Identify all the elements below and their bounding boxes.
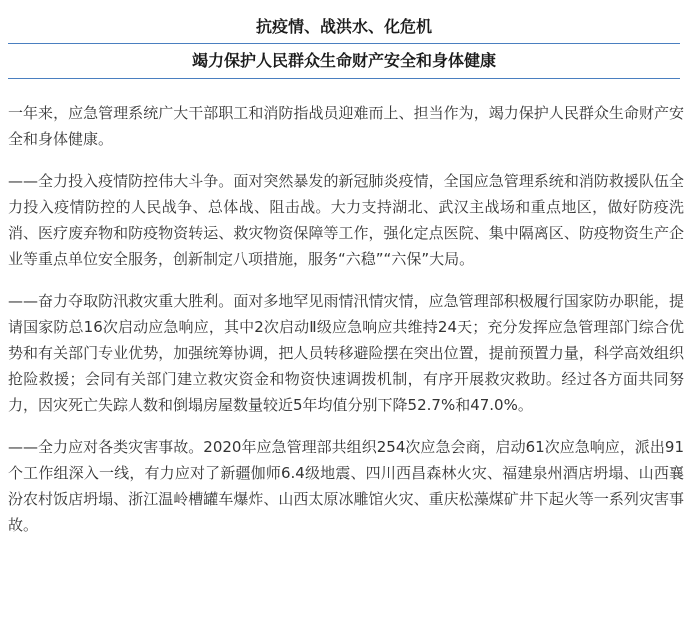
title-divider-top [8, 43, 680, 44]
paragraph-intro: 一年来，应急管理系统广大干部职工和消防指战员迎难而上、担当作为，竭力保护人民群众生命财产安全和身体健康。 [8, 104, 684, 148]
paragraph-flood: ——奋力夺取防汛救灾重大胜利。面对多地罕见雨情汛情灾情，应急管理部积极履行国家防办职能，提请国家防总16次启动应急响应，其中2次启动Ⅱ级应急响应共维持24天；充分发挥应急管理部门综合优势和有关部门专业优势，加强统筹协调，把人员转移避险摆在突出位置，提前预置力量，科学高效组织抢险救援；会同有关部门建立救灾资金和物资快速调拨机制，有序开展救灾救助。经过各方面共同努力，因灾死亡失踪人数和倒塌房屋数量较近5年均值分别下降52.7%和47.0%。 [8, 292, 684, 414]
article-header [0, 0, 688, 90]
title-line-2: 竭力保护人民群众生命财产安全和身体健康 [191, 51, 496, 70]
paragraph-disasters: ——全力应对各类灾害事故。2020年应急管理部共组织254次应急会商，启动61次应急响应，派出91个工作组深入一线，有力应对了新疆伽师6.4级地震、四川西昌森林火灾、福建泉州酒店坍塌、山西襄汾农村饭店坍塌、浙江温岭槽罐车爆炸、山西太原冰雕馆火灾、重庆松藻煤矿井下起火等一系列灾害事故。 [8, 438, 684, 534]
paragraph-epidemic: ——全力投入疫情防控伟大斗争。面对突然暴发的新冠肺炎疫情，全国应急管理系统和消防救援队伍全力投入疫情防控的人民战争、总体战、阻击战。大力支持湖北、武汉主战场和重点地区，做好防疫洗消、医疗废弃物和防疫物资转运、救灾物资保障等工作，强化定点医院、集中隔离区、防疫物资生产企业等重点单位安全服务，创新制定八项措施，服务“六稳”“六保”大局。 [8, 172, 684, 268]
article-body [8, 100, 684, 554]
title-divider-bottom [8, 78, 680, 79]
title-line-1: 抗疫情、战洪水、化危机 [255, 17, 432, 36]
